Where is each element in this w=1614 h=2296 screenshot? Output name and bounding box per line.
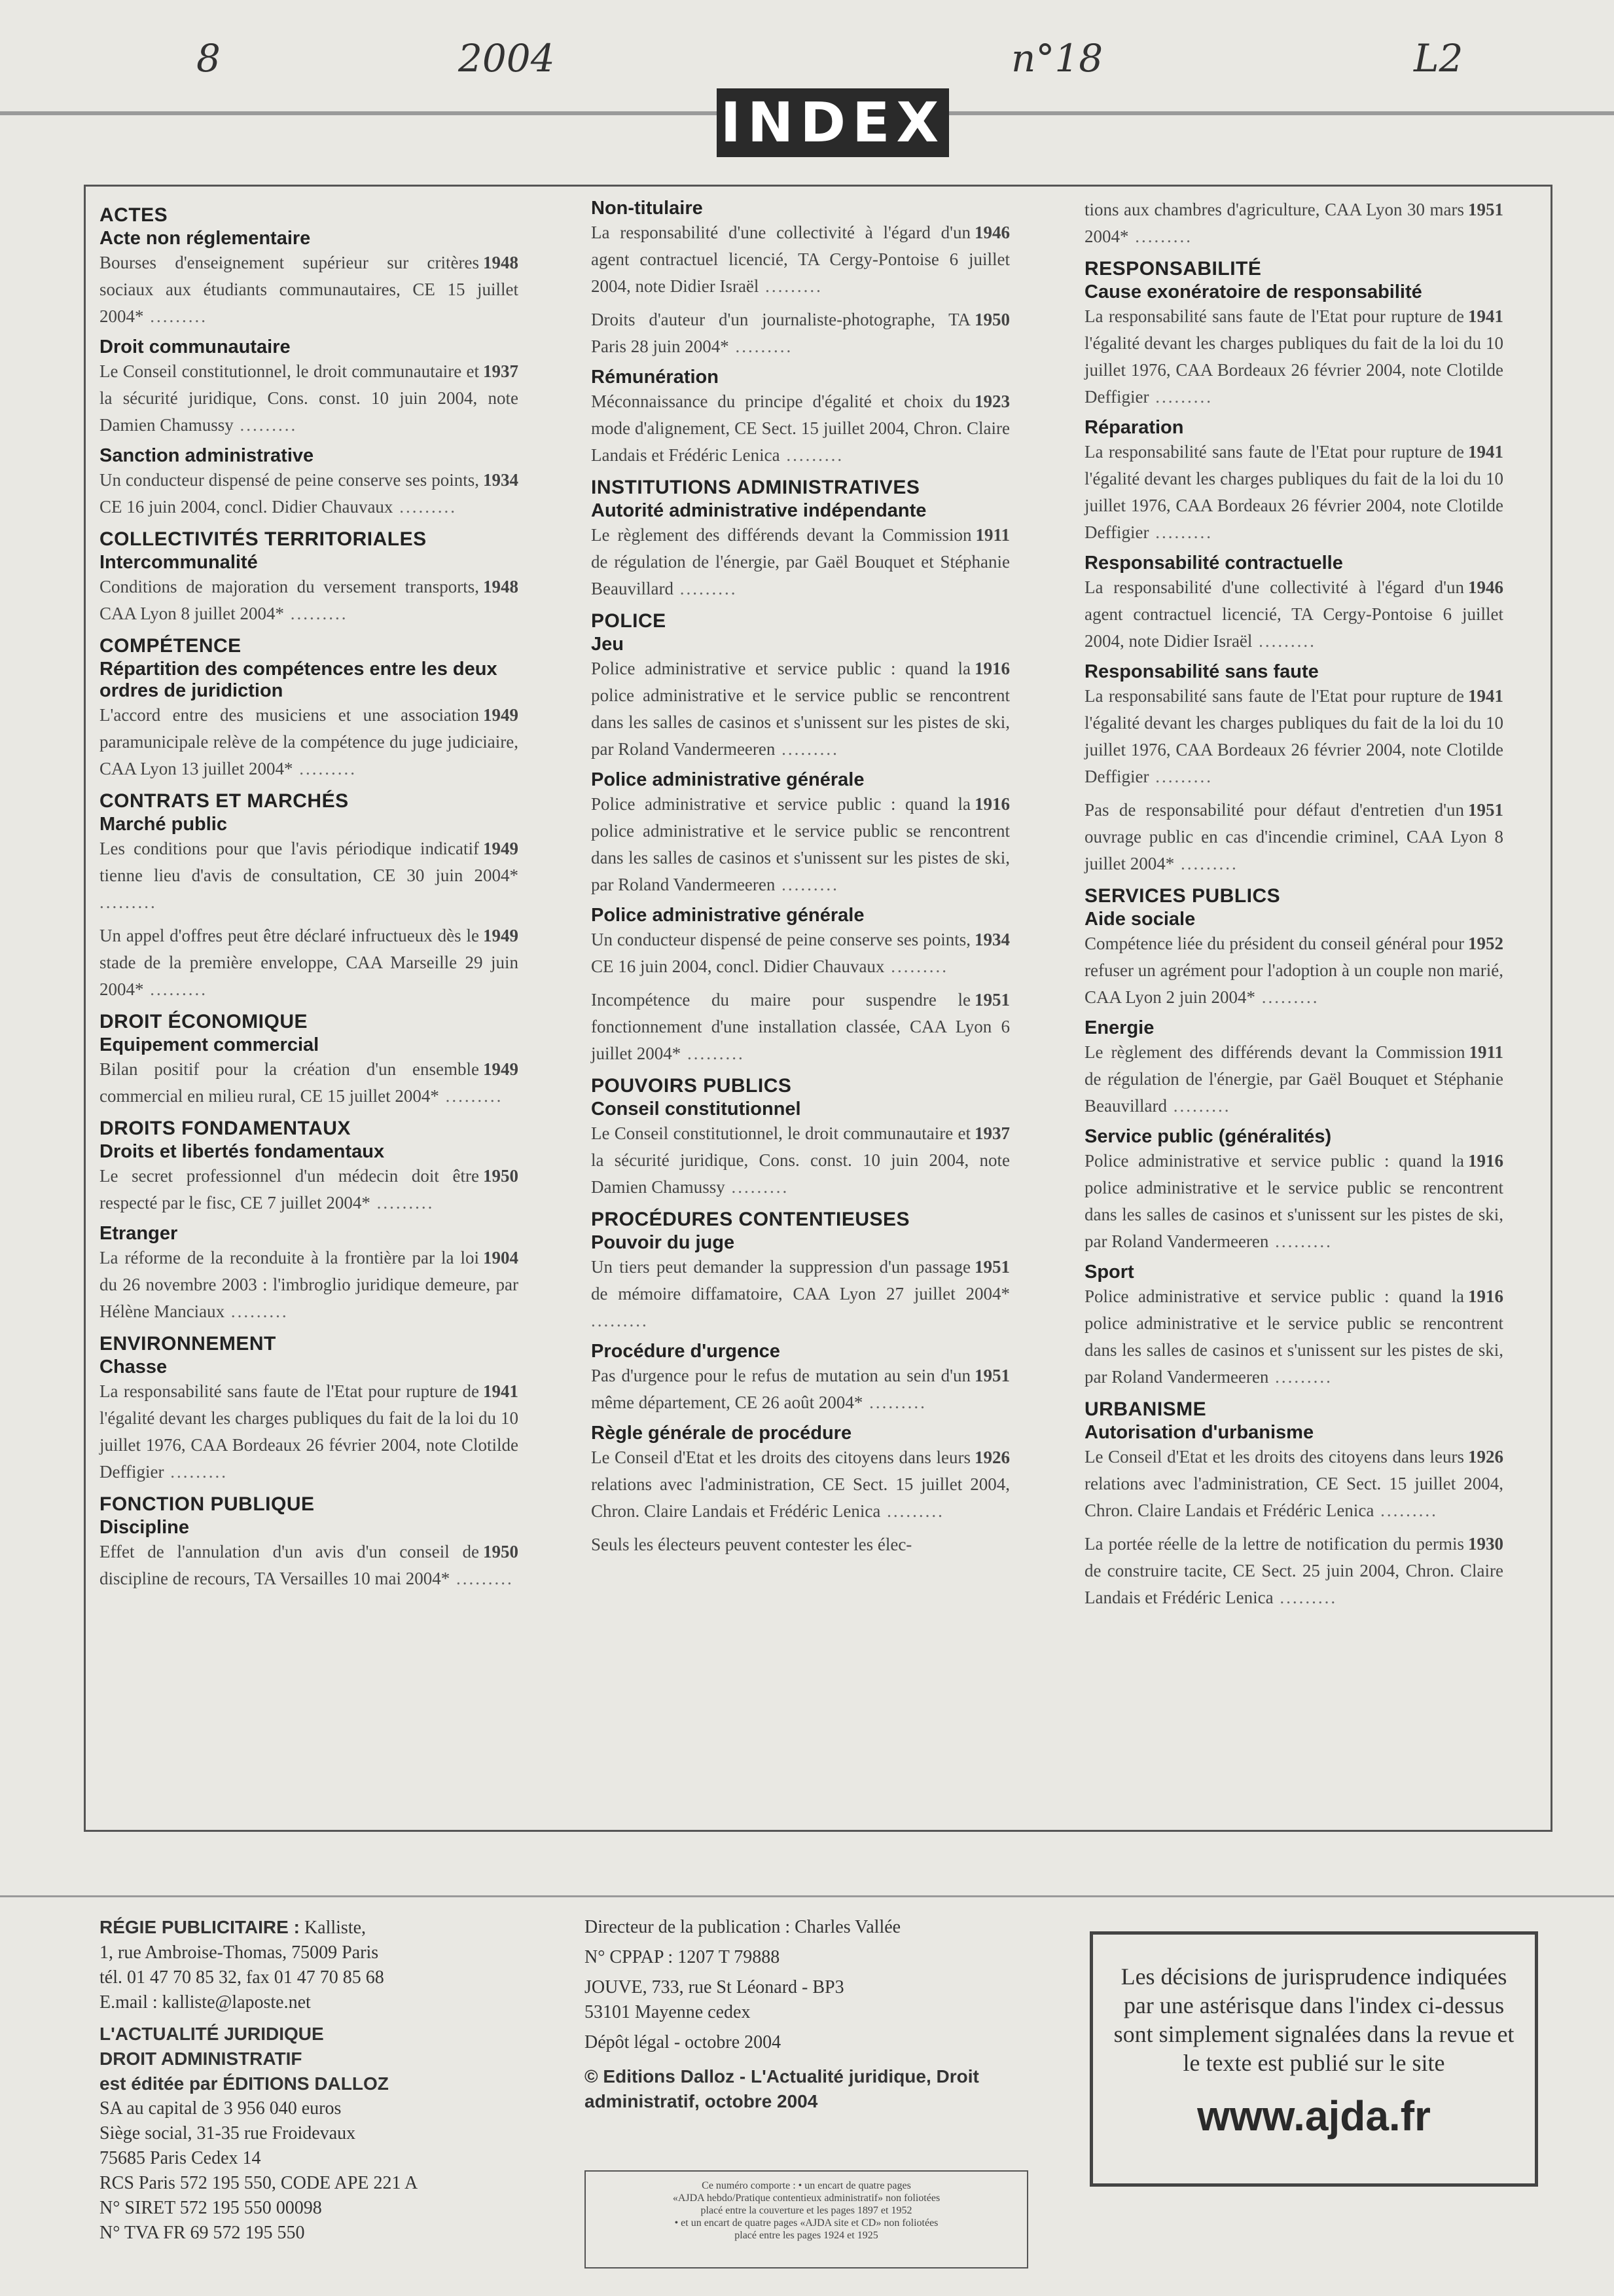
- entry-text: Bourses d'enseignement supérieur sur critères sociaux aux étudiants communautaires, CE 15 juillet 2004*: [99, 253, 518, 326]
- entry-page-number: 1941: [483, 1381, 518, 1401]
- handwritten-year: 2004: [458, 36, 555, 81]
- publication-line: N° CPPAP : 1207 T 79888: [584, 1947, 780, 1967]
- index-entry: [591, 219, 1010, 300]
- entry-page-number: 1951: [975, 1366, 1010, 1385]
- publication-line: JOUVE, 733, rue St Léonard - BP3: [584, 1977, 844, 1997]
- regie-line: E.mail : kalliste@laposte.net: [99, 1992, 311, 2013]
- section-heading: PROCÉDURES CONTENTIEUSES: [591, 1209, 910, 1230]
- handwritten-issue: n°18: [1011, 36, 1103, 81]
- index-entry: [99, 835, 518, 916]
- regie-name: Kalliste,: [304, 1918, 367, 1938]
- leader-dots: .........: [1255, 987, 1319, 1007]
- subsection-heading: Répartition des compétences entre les deux ordres de juridiction: [99, 659, 497, 701]
- entry-text: tions aux chambres d'agriculture, CAA Lyon 30 mars 2004*: [1085, 200, 1464, 246]
- index-entry: [99, 358, 518, 439]
- subsection-heading: Intercommunalité: [99, 552, 258, 573]
- leader-dots: .........: [233, 415, 298, 435]
- index-entry: [99, 702, 518, 782]
- leader-dots: .........: [681, 1044, 745, 1063]
- leader-dots: .........: [673, 579, 738, 598]
- index-entry: [99, 1245, 518, 1325]
- entry-text: Un conducteur dispensé de peine conserve ses points, CE 16 juin 2004, concl. Didier Chauvaux: [99, 470, 479, 517]
- index-entry: [591, 1444, 1010, 1525]
- section-heading: POLICE: [591, 610, 666, 632]
- index-entry: [99, 249, 518, 330]
- insert-line: Ce numéro comporte : • un encart de quatre pages: [702, 2180, 911, 2191]
- handwritten-reference: L2: [1414, 36, 1463, 81]
- section-heading: SERVICES PUBLICS: [1085, 885, 1281, 907]
- subsection-heading: Droits et libertés fondamentaux: [99, 1141, 385, 1162]
- entry-page-number: 1950: [483, 1166, 518, 1186]
- entry-text: La responsabilité sans faute de l'Etat pour rupture de l'égalité devant les charges publiques du fait de la loi du 10 juillet 1976, CAA Bordeaux 26 février 2004, note Clotilde Deffigier: [1085, 306, 1503, 407]
- website-notice-text: Les décisions de jurisprudence indiquées par une astérisque dans l'index ci-dessus sont simplement signalées dans la revue et le texte est publié sur le site: [1113, 1963, 1515, 2076]
- entry-text: La responsabilité d'une collectivité à l'égard d'un agent contractuel licencié, TA Cergy-Pontoise 6 juillet 2004, note Didier Israël: [1085, 577, 1503, 651]
- entry-page-number: 1949: [483, 926, 518, 945]
- index-column-2: [591, 196, 1010, 1565]
- entry-page-number: 1911: [1469, 1042, 1503, 1062]
- publication-title-3: est éditée par ÉDITIONS DALLOZ: [99, 2073, 389, 2094]
- subsection-heading: Cause exonératoire de responsabilité: [1085, 282, 1422, 302]
- leader-dots: .........: [775, 739, 839, 759]
- subsection-heading: Equipement commercial: [99, 1034, 319, 1055]
- entry-text: Les conditions pour que l'avis périodique indicatif tienne lieu d'avis de consultation, CE 30 juin 2004*: [99, 839, 518, 885]
- index-entry: [99, 574, 518, 627]
- index-column-1: [99, 196, 518, 1599]
- entry-text: Un conducteur dispensé de peine conserve ses points, CE 16 juin 2004, concl. Didier Chauvaux: [591, 930, 971, 976]
- entry-page-number: 1926: [1468, 1447, 1503, 1467]
- entry-text: Conditions de majoration du versement transports, CAA Lyon 8 juillet 2004*: [99, 577, 479, 623]
- entry-text: Un tiers peut demander la suppression d'un passage de mémoire diffamatoire, CAA Lyon 27 juillet 2004*: [591, 1257, 1010, 1303]
- leader-dots: .........: [1268, 1367, 1333, 1387]
- entry-text: La portée réelle de la lettre de notification du permis de construire tacite, CE Sect. 25 juin 2004, Chron. Claire Landais et Frédéric Lenica: [1085, 1534, 1503, 1607]
- index-entry: [591, 987, 1010, 1067]
- entry-page-number: 1904: [483, 1248, 518, 1267]
- publication-title-1: L'ACTUALITÉ JURIDIQUE: [99, 2024, 324, 2044]
- index-column-3: [1085, 196, 1503, 1618]
- index-entry: [1085, 303, 1503, 410]
- subsection-heading: Responsabilité contractuelle: [1085, 553, 1343, 574]
- index-entry: [591, 1362, 1010, 1416]
- entry-text: L'accord entre des musiciens et une association paramunicipale relève de la compétence du juge judiciaire, CAA Lyon 13 juillet 2004*: [99, 705, 518, 778]
- website-link[interactable]: www.ajda.fr: [1197, 2092, 1431, 2140]
- section-heading: COMPÉTENCE: [99, 635, 242, 657]
- entry-text: Bilan positif pour la création d'un ensemble commercial en milieu rural, CE 15 juillet 2004*: [99, 1059, 479, 1106]
- entry-page-number: 1911: [975, 525, 1010, 545]
- leader-dots: .........: [884, 957, 948, 976]
- index-entry: [591, 522, 1010, 602]
- leader-dots: .........: [1166, 1096, 1231, 1116]
- entry-page-number: 1923: [975, 392, 1010, 411]
- website-notice-box: [1090, 1931, 1538, 2187]
- entry-text: Seuls les électeurs peuvent contester les élec-: [591, 1535, 912, 1554]
- publisher-line: RCS Paris 572 195 550, CODE APE 221 A: [99, 2173, 418, 2193]
- leader-dots: .........: [1149, 522, 1213, 542]
- subsection-heading: Responsabilité sans faute: [1085, 661, 1319, 682]
- regie-line: tél. 01 47 70 85 32, fax 01 47 70 85 68: [99, 1967, 384, 1988]
- entry-page-number: 1951: [1468, 200, 1503, 219]
- entry-text: Pas d'urgence pour le refus de mutation au sein d'un même département, CE 26 août 2004*: [591, 1366, 971, 1412]
- entry-text: Le règlement des différends devant la Commission de régulation de l'énergie, par Gaël Bouquet et Stéphanie Beauvillard: [1085, 1042, 1503, 1116]
- entry-page-number: 1916: [1468, 1151, 1503, 1171]
- leader-dots: .........: [439, 1086, 503, 1106]
- section-heading: COLLECTIVITÉS TERRITORIALES: [99, 528, 427, 550]
- subsection-heading: Droit communautaire: [99, 337, 291, 357]
- section-heading: DROIT ÉCONOMIQUE: [99, 1011, 308, 1032]
- publication-title-2: DROIT ADMINISTRATIF: [99, 2049, 302, 2069]
- entry-page-number: 1937: [483, 361, 518, 381]
- leader-dots: .........: [759, 276, 823, 296]
- section-heading: DROITS FONDAMENTAUX: [99, 1118, 351, 1139]
- entry-text: Le règlement des différends devant la Commission de régulation de l'énergie, par Gaël Bouquet et Stéphanie Beauvillard: [591, 525, 1010, 598]
- entry-page-number: 1951: [975, 990, 1010, 1010]
- leader-dots: .........: [393, 497, 457, 517]
- leader-dots: .........: [591, 1311, 649, 1330]
- copyright-notice: © Editions Dalloz - L'Actualité juridique, Droit administratif, octobre 2004: [584, 2066, 979, 2111]
- entry-page-number: 1934: [483, 470, 518, 490]
- entry-text: La réforme de la reconduite à la frontière par la loi du 26 novembre 2003 : l'imbroglio juridique demeure, par Hélène Manciaux: [99, 1248, 518, 1321]
- leader-dots: .........: [224, 1302, 289, 1321]
- leader-dots: .........: [1252, 631, 1316, 651]
- entry-page-number: 1937: [975, 1123, 1010, 1143]
- subsection-heading: Autorité administrative indépendante: [591, 500, 927, 521]
- index-entry: [1085, 930, 1503, 1011]
- index-entry: [1085, 196, 1503, 250]
- entry-page-number: 1946: [975, 223, 1010, 242]
- subsection-heading: Réparation: [1085, 417, 1184, 438]
- index-entry: [1085, 1283, 1503, 1391]
- leader-dots: .........: [164, 1462, 228, 1482]
- index-entry: [591, 655, 1010, 763]
- entry-text: La responsabilité d'une collectivité à l'égard d'un agent contractuel licencié, TA Cergy-Pontoise 6 juillet 2004, note Didier Israël: [591, 223, 1010, 296]
- index-entry: [99, 922, 518, 1003]
- entry-page-number: 1934: [975, 930, 1010, 949]
- entry-page-number: 1949: [483, 839, 518, 858]
- leader-dots: .........: [293, 759, 357, 778]
- leader-dots: .........: [284, 604, 348, 623]
- entry-page-number: 1948: [483, 253, 518, 272]
- index-entry: [1085, 439, 1503, 546]
- subsection-heading: Sport: [1085, 1262, 1134, 1283]
- entry-page-number: 1941: [1468, 686, 1503, 706]
- leader-dots: .........: [1374, 1501, 1438, 1520]
- subsection-heading: Acte non réglementaire: [99, 228, 311, 249]
- section-heading: RESPONSABILITÉ: [1085, 258, 1262, 280]
- index-entry: [591, 1120, 1010, 1201]
- publication-line: 53101 Mayenne cedex: [584, 2002, 751, 2022]
- index-entry: [591, 926, 1010, 980]
- subsection-heading: Autorisation d'urbanisme: [1085, 1422, 1314, 1443]
- index-entry: [1085, 1444, 1503, 1524]
- leader-dots: .........: [1273, 1588, 1338, 1607]
- entry-page-number: 1916: [1468, 1286, 1503, 1306]
- subsection-heading: Procédure d'urgence: [591, 1341, 780, 1362]
- entry-text: Pas de responsabilité pour défaut d'entretien d'un ouvrage public en cas d'incendie criminel, CAA Lyon 8 juillet 2004*: [1085, 800, 1503, 873]
- leader-dots: .........: [143, 306, 207, 326]
- entry-page-number: 1946: [1468, 577, 1503, 597]
- publisher-line: SA au capital de 3 956 040 euros: [99, 2098, 342, 2119]
- section-heading: INSTITUTIONS ADMINISTRATIVES: [591, 477, 920, 498]
- subsection-heading: Pouvoir du juge: [591, 1232, 735, 1253]
- publisher-line: N° SIRET 572 195 550 00098: [99, 2198, 322, 2218]
- entry-text: Le Conseil constitutionnel, le droit communautaire et la sécurité juridique, Cons. const. 10 juin 2004, note Damien Chamussy: [591, 1123, 1010, 1197]
- entry-page-number: 1948: [483, 577, 518, 596]
- entry-page-number: 1926: [975, 1448, 1010, 1467]
- subsection-heading: Discipline: [99, 1517, 189, 1538]
- leader-dots: .........: [1149, 387, 1213, 407]
- index-banner: INDEX: [717, 88, 949, 157]
- index-entry: [591, 1531, 1010, 1558]
- leader-dots: .........: [780, 445, 844, 465]
- index-entry: [99, 1163, 518, 1216]
- entry-text: Le secret professionnel d'un médecin doit être respecté par le fisc, CE 7 juillet 2004*: [99, 1166, 479, 1212]
- index-entry: [99, 467, 518, 520]
- section-heading: POUVOIRS PUBLICS: [591, 1075, 792, 1097]
- section-heading: CONTRATS ET MARCHÉS: [99, 790, 349, 812]
- subsection-heading: Marché public: [99, 814, 227, 835]
- section-heading: URBANISME: [1085, 1398, 1207, 1420]
- index-entry: [1085, 797, 1503, 877]
- entry-text: Droits d'auteur d'un journaliste-photographe, TA Paris 28 juin 2004*: [591, 310, 971, 356]
- section-heading: ACTES: [99, 204, 168, 226]
- index-entry: [1085, 683, 1503, 790]
- leader-dots: .........: [1128, 227, 1193, 246]
- subsection-heading: Jeu: [591, 634, 624, 655]
- entry-text: Police administrative et service public : quand la police administrative et le service public se rencontrent dans les salles de casinos et s'unissent sur les pistes de ski, par Roland Vandermeeren: [1085, 1286, 1503, 1387]
- subsection-heading: Energie: [1085, 1017, 1155, 1038]
- entry-text: La responsabilité sans faute de l'Etat pour rupture de l'égalité devant les charges publiques du fait de la loi du 10 juillet 1976, CAA Bordeaux 26 février 2004, note Clotilde Deffigier: [1085, 686, 1503, 786]
- entry-text: Le Conseil d'Etat et les droits des citoyens dans leurs relations avec l'administration, CE Sect. 15 juillet 2004, Chron. Claire Landais et Frédéric Lenica: [591, 1448, 1010, 1521]
- insert-line: placé entre la couverture et les pages 1897 et 1952: [700, 2205, 912, 2216]
- index-entry: [591, 306, 1010, 360]
- leader-dots: .........: [1149, 767, 1213, 786]
- entry-text: La responsabilité sans faute de l'Etat pour rupture de l'égalité devant les charges publiques du fait de la loi du 10 juillet 1976, CAA Bordeaux 26 février 2004, note Clotilde Deffigier: [1085, 442, 1503, 542]
- entry-page-number: 1941: [1468, 442, 1503, 462]
- entry-text: Effet de l'annulation d'un avis d'un conseil de discipline de recours, TA Versailles 10 mai 2004*: [99, 1542, 479, 1588]
- insert-line: «AJDA hebdo/Pratique contentieux administratif» non foliotées: [672, 2193, 941, 2204]
- index-entry: [1085, 574, 1503, 655]
- index-entry: [99, 1378, 518, 1485]
- index-entry: [591, 388, 1010, 469]
- insert-notice-box: [584, 2170, 1028, 2269]
- entry-text: Un appel d'offres peut être déclaré infructueux dès le stade de la première enveloppe, CAA Marseille 29 juin 2004*: [99, 926, 518, 999]
- publisher-line: N° TVA FR 69 572 195 550: [99, 2223, 305, 2243]
- leader-dots: .........: [880, 1501, 944, 1521]
- subsection-heading: Police administrative générale: [591, 769, 865, 790]
- footer-rule: [0, 1895, 1614, 1897]
- entry-page-number: 1916: [975, 794, 1010, 814]
- entry-text: Méconnaissance du principe d'égalité et choix du mode d'alignement, CE Sect. 15 juillet 2004, Chron. Claire Landais et Frédéric Lenica: [591, 392, 1010, 465]
- publisher-line: 75685 Paris Cedex 14: [99, 2148, 261, 2168]
- publisher-line: Siège social, 31-35 rue Froidevaux: [99, 2123, 356, 2143]
- leader-dots: .........: [725, 1177, 789, 1197]
- entry-page-number: 1952: [1468, 934, 1503, 953]
- leader-dots: .........: [863, 1393, 927, 1412]
- publication-line: Dépôt légal - octobre 2004: [584, 2032, 781, 2052]
- leader-dots: .........: [450, 1569, 514, 1588]
- regie-line: 1, rue Ambroise-Thomas, 75009 Paris: [99, 1942, 379, 1963]
- entry-text: Police administrative et service public : quand la police administrative et le service public se rencontrent dans les salles de casinos et s'unissent sur les pistes de ski, par Roland Vandermeeren: [1085, 1151, 1503, 1251]
- subsection-heading: Règle générale de procédure: [591, 1423, 852, 1444]
- entry-page-number: 1951: [1468, 800, 1503, 820]
- entry-text: Le Conseil d'Etat et les droits des citoyens dans leurs relations avec l'administration, CE Sect. 15 juillet 2004, Chron. Claire Landais et Frédéric Lenica: [1085, 1447, 1503, 1520]
- index-entry: [1085, 1531, 1503, 1611]
- subsection-heading: Non-titulaire: [591, 198, 703, 219]
- entry-page-number: 1950: [483, 1542, 518, 1561]
- leader-dots: .........: [1174, 854, 1238, 873]
- entry-page-number: 1950: [975, 310, 1010, 329]
- subsection-heading: Etranger: [99, 1223, 178, 1244]
- leader-dots: .........: [99, 892, 157, 912]
- entry-text: Police administrative et service public : quand la police administrative et le service public se rencontrent dans les salles de casinos et s'unissent sur les pistes de ski, par Roland Vandermeeren: [591, 659, 1010, 759]
- footer-publisher-block: [99, 1915, 518, 2246]
- subsection-heading: Service public (généralités): [1085, 1126, 1332, 1147]
- publication-line: Directeur de la publication : Charles Vallée: [584, 1917, 901, 1937]
- leader-dots: .........: [775, 875, 839, 894]
- leader-dots: .........: [143, 979, 207, 999]
- entry-page-number: 1941: [1468, 306, 1503, 326]
- index-entry: [99, 1539, 518, 1592]
- insert-line: placé entre les pages 1924 et 1925: [734, 2230, 878, 2241]
- footer-publication-block: [584, 1915, 1036, 2114]
- entry-text: Compétence liée du président du conseil général pour refuser un agrément pour l'adoption à un couple non marié, CAA Lyon 2 juin 2004*: [1085, 934, 1503, 1007]
- subsection-heading: Rémunération: [591, 367, 719, 388]
- index-entry: [1085, 1148, 1503, 1255]
- section-heading: FONCTION PUBLIQUE: [99, 1493, 315, 1515]
- entry-text: Police administrative et service public : quand la police administrative et le service public se rencontrent dans les salles de casinos et s'unissent sur les pistes de ski, par Roland Vandermeeren: [591, 794, 1010, 894]
- subsection-heading: Police administrative générale: [591, 905, 865, 926]
- subsection-heading: Sanction administrative: [99, 445, 314, 466]
- insert-line: • et un encart de quatre pages «AJDA site et CD» non foliotées: [674, 2217, 939, 2229]
- entry-text: Le Conseil constitutionnel, le droit communautaire et la sécurité juridique, Cons. const. 10 juin 2004, note Damien Chamussy: [99, 361, 518, 435]
- entry-page-number: 1951: [975, 1257, 1010, 1277]
- entry-page-number: 1949: [483, 1059, 518, 1079]
- leader-dots: .........: [1268, 1231, 1333, 1251]
- subsection-heading: Conseil constitutionnel: [591, 1099, 801, 1120]
- subsection-heading: Aide sociale: [1085, 909, 1196, 930]
- entry-text: Incompétence du maire pour suspendre le fonctionnement d'une installation classée, CAA Lyon 6 juillet 2004*: [591, 990, 1010, 1063]
- index-entry: [1085, 1039, 1503, 1120]
- regie-label: RÉGIE PUBLICITAIRE :: [99, 1917, 300, 1937]
- entry-page-number: 1930: [1468, 1534, 1503, 1554]
- leader-dots: .........: [728, 337, 793, 356]
- section-heading: ENVIRONNEMENT: [99, 1333, 276, 1355]
- entry-page-number: 1916: [975, 659, 1010, 678]
- index-entry: [591, 1254, 1010, 1334]
- leader-dots: .........: [370, 1193, 435, 1212]
- handwritten-page-number: 8: [196, 36, 221, 81]
- index-entry: [591, 791, 1010, 898]
- subsection-heading: Chasse: [99, 1357, 168, 1377]
- index-entry: [99, 1056, 518, 1110]
- entry-text: La responsabilité sans faute de l'Etat pour rupture de l'égalité devant les charges publiques du fait de la loi du 10 juillet 1976, CAA Bordeaux 26 février 2004, note Clotilde Deffigier: [99, 1381, 518, 1482]
- entry-page-number: 1949: [483, 705, 518, 725]
